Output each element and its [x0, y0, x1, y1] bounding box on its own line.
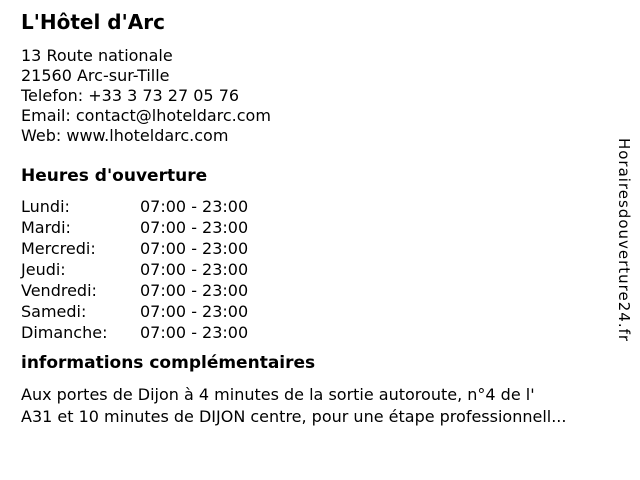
phone-value: +33 3 73 27 05 76: [88, 86, 240, 105]
hours-row: [21, 280, 595, 301]
watermark: Horairesdouverture24.fr: [615, 137, 633, 343]
hours-row: [21, 259, 595, 280]
hours-day: Jeudi:: [21, 260, 66, 279]
contact-block: [21, 46, 595, 146]
hours-row: [21, 322, 595, 343]
web-label: Web:: [21, 126, 62, 145]
hours-day: Mercredi:: [21, 239, 96, 258]
business-name: L'Hôtel d'Arc: [21, 10, 165, 34]
hours-time: 07:00 - 23:00: [140, 197, 249, 216]
info-heading: informations complémentaires: [21, 353, 316, 373]
email-line: [21, 106, 595, 126]
hours-time: 07:00 - 23:00: [140, 218, 249, 237]
address-line-2: 21560 Arc-sur-Tille: [21, 66, 170, 85]
phone-line: [21, 86, 595, 106]
hours-time: 07:00 - 23:00: [140, 281, 249, 300]
hours-heading: Heures d'ouverture: [21, 166, 208, 186]
hours-row: [21, 217, 595, 238]
hours-day: Samedi:: [21, 302, 87, 321]
hours-day: Dimanche:: [21, 323, 108, 342]
hours-day: Mardi:: [21, 218, 71, 237]
info-text-line-1: Aux portes de Dijon à 4 minutes de la sortie autoroute, n°4 de l': [21, 385, 535, 404]
hours-time: 07:00 - 23:00: [140, 239, 249, 258]
hours-day: Vendredi:: [21, 281, 97, 300]
web-line: [21, 126, 595, 146]
hours-time: 07:00 - 23:00: [140, 323, 249, 342]
hours-time: 07:00 - 23:00: [140, 302, 249, 321]
hours-table: [21, 196, 595, 343]
web-value: www.lhoteldarc.com: [66, 126, 229, 145]
hours-time: 07:00 - 23:00: [140, 260, 249, 279]
hours-row: [21, 301, 595, 322]
info-text-line-2: A31 et 10 minutes de DIJON centre, pour une étape professionnell...: [21, 407, 567, 426]
email-value: contact@lhoteldarc.com: [75, 106, 271, 125]
hours-row: [21, 196, 595, 217]
info-text: [21, 384, 595, 428]
address-line-1: 13 Route nationale: [21, 46, 173, 65]
hours-row: [21, 238, 595, 259]
phone-label: Telefon:: [21, 86, 84, 105]
email-label: Email:: [21, 106, 71, 125]
hours-day: Lundi:: [21, 197, 70, 216]
